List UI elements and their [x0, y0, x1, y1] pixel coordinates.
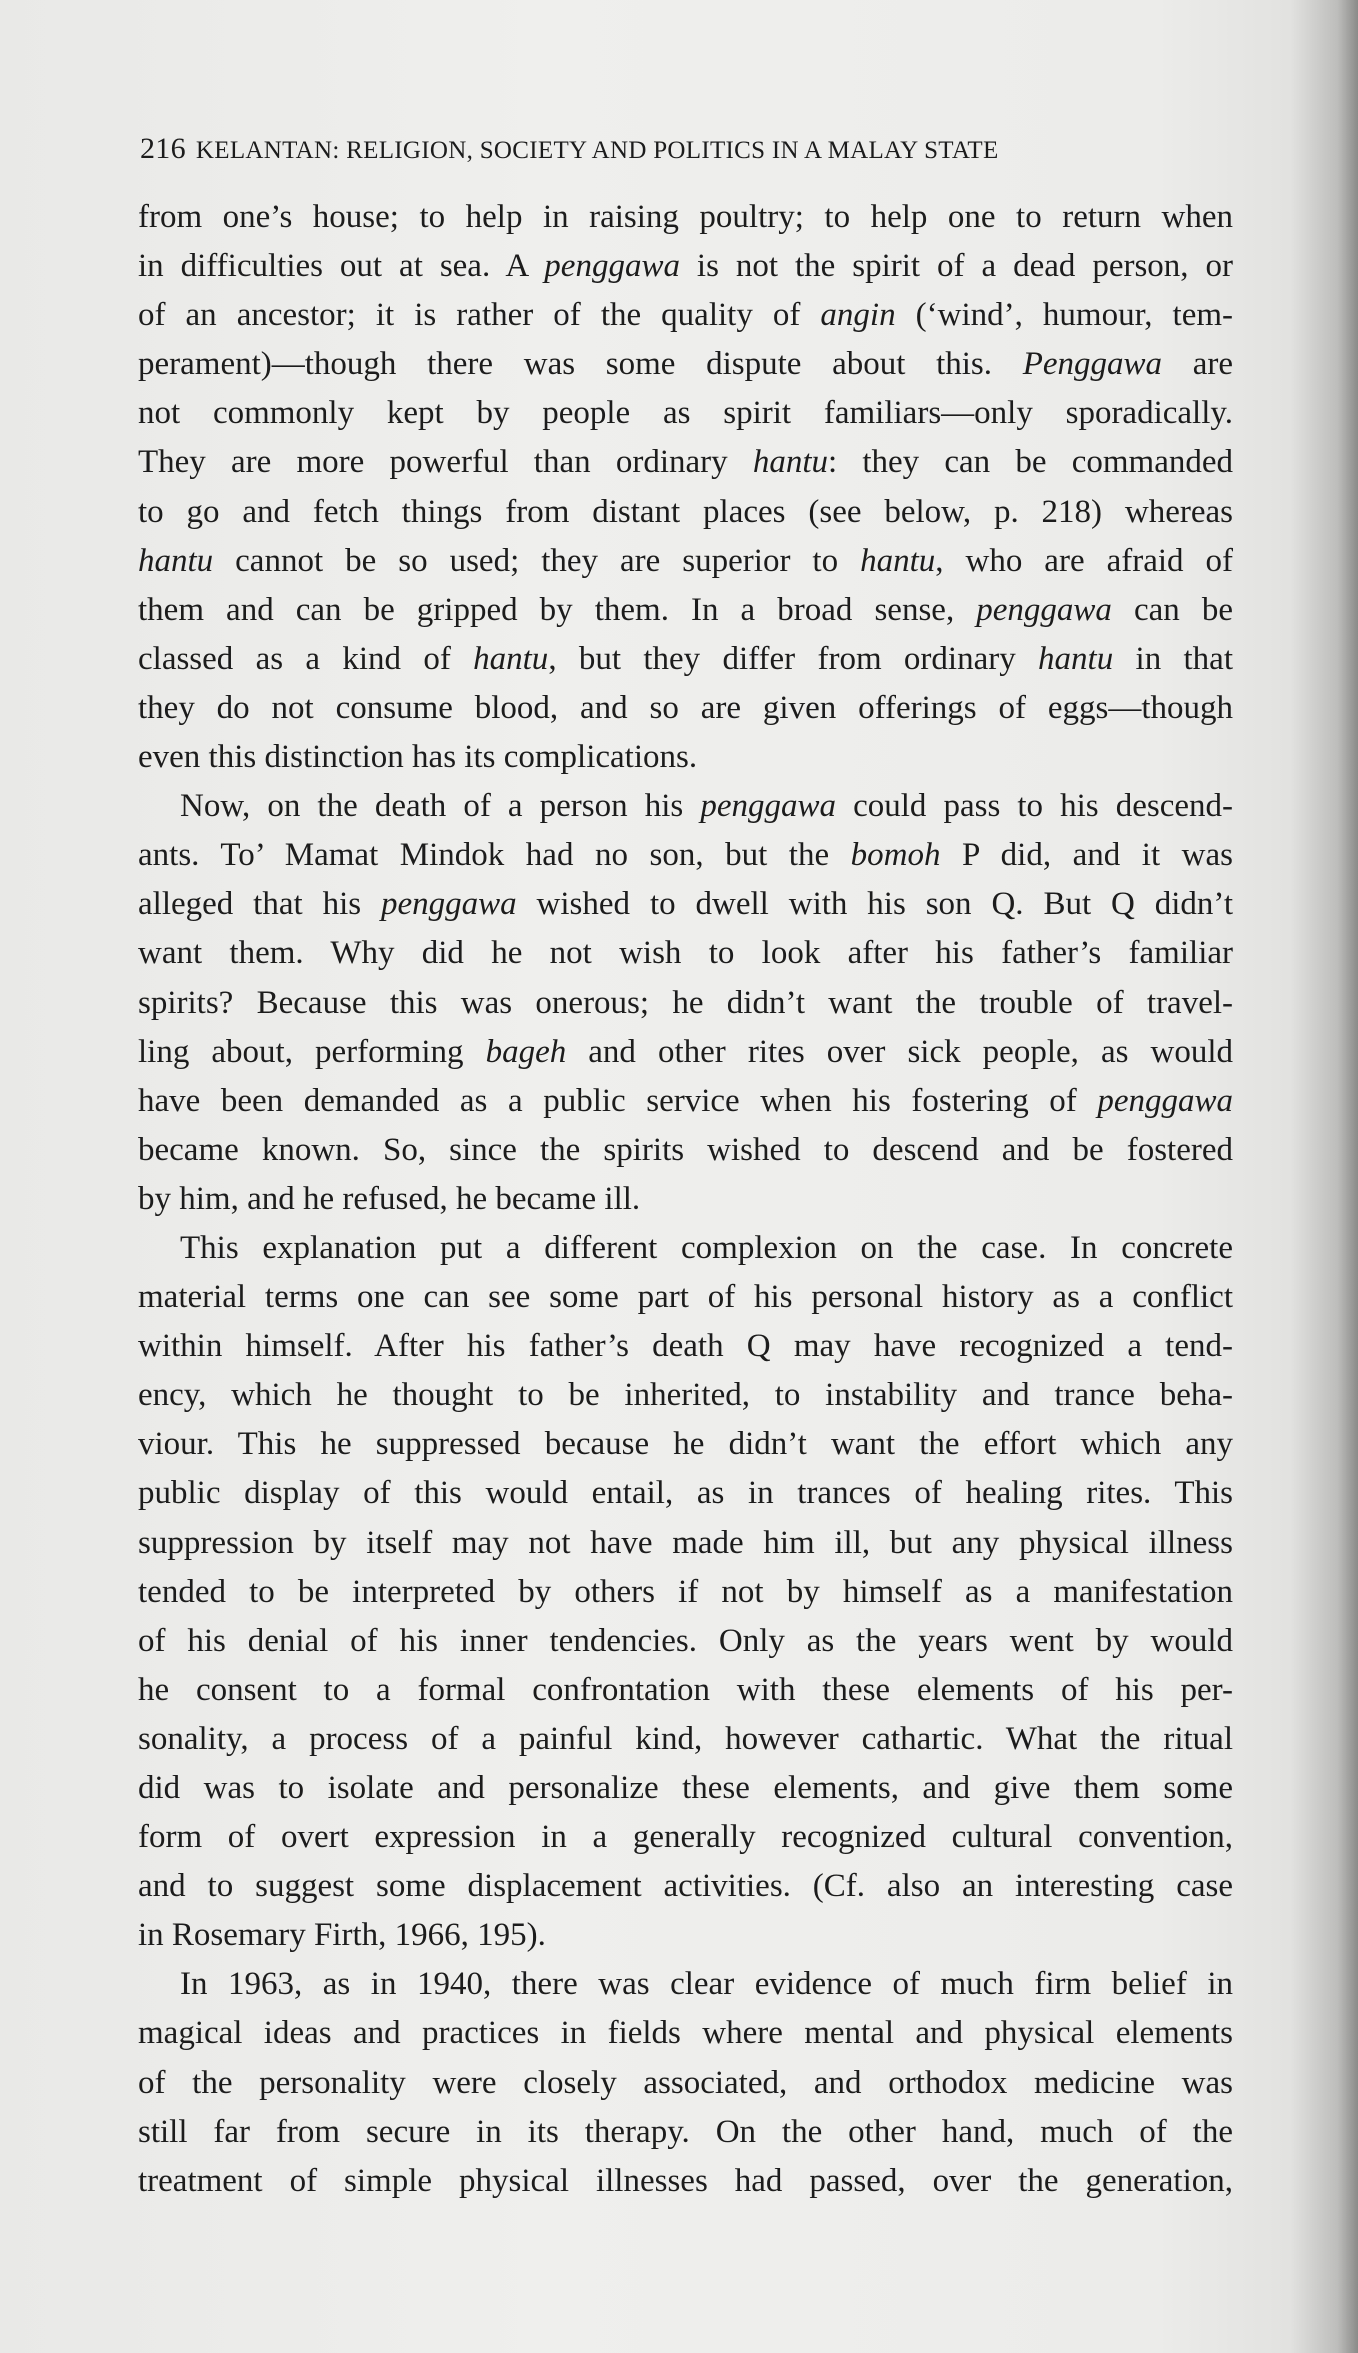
italic-term: hantu	[138, 542, 214, 579]
italic-term: hantu	[752, 444, 828, 481]
text-line	[138, 1862, 1233, 1911]
text-segment: is not the spirit of a dead person, or	[679, 248, 1233, 285]
text-segment: viour. This he suppressed because he didn’t want the effort which any	[138, 1426, 1233, 1463]
paragraph	[138, 782, 1233, 1224]
text-segment: in difficulties out at sea. A	[138, 248, 545, 285]
italic-term: bomoh	[850, 837, 941, 874]
italic-term: penggawa	[1097, 1082, 1233, 1119]
body-text	[138, 193, 1233, 2206]
text-segment: became known. So, since the spirits wished to descend and be fostered	[138, 1131, 1233, 1168]
text-segment: are	[1162, 346, 1233, 383]
text-line	[138, 242, 1233, 291]
text-segment: , who are afraid of	[935, 542, 1233, 579]
text-segment: In 1963, as in 1940, there was clear evidence of much firm belief in	[180, 1966, 1233, 2003]
text-line	[138, 291, 1233, 340]
text-segment: even this distinction has its complications.	[138, 739, 698, 776]
text-segment: in that	[1113, 640, 1233, 677]
text-segment: still far from secure in its therapy. On the other hand, much of the	[138, 2113, 1233, 2150]
text-line	[138, 880, 1233, 929]
text-segment: They are more powerful than ordinary	[138, 444, 753, 481]
italic-term: penggawa	[544, 248, 680, 285]
text-line	[138, 2059, 1233, 2108]
text-line	[138, 488, 1233, 537]
text-segment: they do not consume blood, and so are given offerings of eggs—though	[138, 689, 1233, 726]
text-segment: wished to dwell with his son Q. But Q didn’t	[516, 886, 1233, 923]
text-line	[138, 340, 1233, 389]
text-line	[138, 1666, 1233, 1715]
italic-term: bageh	[485, 1033, 567, 1070]
text-segment: classed as a kind of	[138, 640, 474, 677]
text-line	[138, 1715, 1233, 1764]
text-line	[138, 586, 1233, 635]
text-segment: of the personality were closely associated, and orthodox medicine was	[138, 2064, 1233, 2101]
text-line	[138, 1224, 1233, 1273]
text-line	[138, 2108, 1233, 2157]
page-number: 216	[140, 132, 186, 165]
text-line	[138, 684, 1233, 733]
italic-term: penggawa	[976, 591, 1112, 628]
text-line	[138, 1028, 1233, 1077]
text-line	[138, 635, 1233, 684]
text-line	[138, 389, 1233, 438]
text-segment: in Rosemary Firth, 1966, 195).	[138, 1917, 546, 1954]
text-line	[138, 979, 1233, 1028]
text-segment: form of overt expression in a generally recognized cultural convention,	[138, 1819, 1233, 1856]
text-segment: perament)—though there was some dispute about this.	[138, 346, 1023, 383]
text-line	[138, 1126, 1233, 1175]
text-segment: tended to be interpreted by others if not by himself as a manifestation	[138, 1573, 1233, 1610]
text-line	[138, 929, 1233, 978]
text-segment: treatment of simple physical illnesses had passed, over the generation,	[138, 2162, 1233, 2199]
text-segment: cannot be so used; they are superior to	[213, 542, 861, 579]
text-segment: public display of this would entail, as in trances of healing rites. This	[138, 1475, 1233, 1512]
italic-term: penggawa	[700, 788, 836, 825]
italic-term: Penggawa	[1022, 346, 1163, 383]
text-segment: ency, which he thought to be inherited, to instability and trance beha-	[138, 1377, 1233, 1414]
text-segment: material terms one can see some part of his personal history as a conflict	[138, 1279, 1233, 1316]
text-segment: could pass to his descend-	[835, 788, 1233, 825]
text-line	[138, 1371, 1233, 1420]
text-line	[138, 1960, 1233, 2009]
text-segment: of his denial of his inner tendencies. Only as the years went by would	[138, 1622, 1233, 1659]
text-segment: sonality, a process of a painful kind, however cathartic. What the ritual	[138, 1720, 1233, 1757]
text-line	[138, 1519, 1233, 1568]
text-line	[138, 537, 1233, 586]
text-segment: he consent to a formal confrontation with these elements of his per-	[138, 1671, 1233, 1708]
text-segment: can be	[1111, 591, 1233, 628]
text-line	[138, 1568, 1233, 1617]
text-segment: P did, and it was	[940, 837, 1233, 874]
text-segment: ling about, performing	[138, 1033, 486, 1070]
text-segment: and to suggest some displacement activities. (Cf. also an interesting case	[138, 1868, 1233, 1905]
text-line	[138, 1322, 1233, 1371]
text-segment: Now, on the death of a person his	[180, 788, 701, 825]
text-segment: did was to isolate and personalize these elements, and give them some	[138, 1770, 1233, 1806]
text-line	[138, 733, 1233, 782]
text-segment: have been demanded as a public service when his fostering of	[138, 1082, 1098, 1119]
text-segment: of an ancestor; it is rather of the quality of	[138, 297, 821, 334]
text-segment: them and can be gripped by them. In a broad sense,	[138, 591, 977, 628]
text-segment: ants. To’ Mamat Mindok had no son, but the	[138, 837, 851, 874]
text-segment: not commonly kept by people as spirit familiars—only sporadically.	[138, 395, 1233, 432]
text-segment: by him, and he refused, he became ill.	[138, 1180, 641, 1217]
text-segment: , but they differ from ordinary	[548, 640, 1039, 677]
text-segment: and other rites over sick people, as would	[566, 1033, 1234, 1070]
text-line	[138, 1077, 1233, 1126]
text-line	[138, 193, 1233, 242]
text-line	[138, 1469, 1233, 1518]
text-line	[138, 2157, 1233, 2206]
text-line	[138, 1175, 1233, 1224]
running-title: KELANTAN: RELIGION, SOCIETY AND POLITICS IN A MALAY STATE	[195, 137, 999, 164]
paragraph	[138, 193, 1233, 782]
text-segment: : they can be commanded	[828, 444, 1233, 481]
text-segment: from one’s house; to help in raising poultry; to help one to return when	[138, 199, 1233, 235]
italic-term: hantu	[860, 542, 936, 579]
text-line	[138, 831, 1233, 880]
paragraph	[138, 1960, 1233, 2205]
text-line	[138, 1273, 1233, 1322]
text-segment: alleged that his	[138, 886, 381, 923]
italic-term: penggawa	[380, 886, 517, 923]
text-segment: suppression by itself may not have made him ill, but any physical illness	[138, 1524, 1233, 1561]
text-segment: within himself. After his father’s death Q may have recognized a tend-	[138, 1328, 1233, 1365]
text-segment: (‘wind’, humour, tem-	[895, 297, 1234, 334]
text-line	[138, 782, 1233, 831]
running-header	[140, 132, 1240, 166]
italic-term: angin	[820, 297, 896, 334]
text-line	[138, 1813, 1233, 1862]
italic-term: hantu	[473, 640, 549, 677]
text-line	[138, 1617, 1233, 1666]
paragraph	[138, 1224, 1233, 1960]
text-line	[138, 438, 1233, 487]
text-segment: magical ideas and practices in fields where mental and physical elements	[138, 2015, 1233, 2052]
italic-term: hantu	[1038, 640, 1114, 677]
text-line	[138, 1764, 1233, 1813]
text-segment: want them. Why did he not wish to look after his father’s familiar	[138, 935, 1233, 972]
text-line	[138, 1420, 1233, 1469]
text-line	[138, 2009, 1233, 2058]
text-segment: spirits? Because this was onerous; he didn’t want the trouble of travel-	[138, 984, 1233, 1021]
text-segment: This explanation put a different complexion on the case. In concrete	[180, 1229, 1233, 1266]
text-line	[138, 1911, 1233, 1960]
text-segment: to go and fetch things from distant places (see below, p. 218) whereas	[138, 493, 1233, 530]
